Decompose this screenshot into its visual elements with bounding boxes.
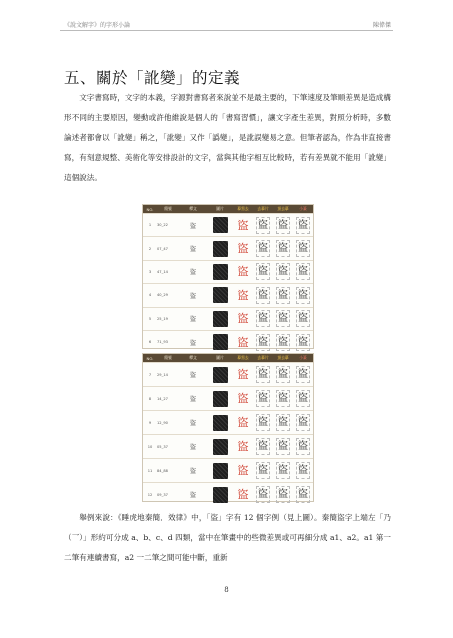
black-tracing-glyph: 盜	[256, 390, 270, 407]
variant-cell	[273, 414, 293, 431]
red-tracing-glyph: 盜	[237, 368, 249, 381]
slip-image-cell	[207, 367, 233, 383]
variant-cell	[253, 366, 273, 383]
slip-image-cell	[207, 391, 233, 407]
red-tracing-glyph: 盜	[237, 218, 249, 232]
variant-cell	[253, 263, 273, 280]
character-table-1	[142, 204, 314, 349]
table-body-1	[143, 213, 313, 353]
variant-cell	[293, 263, 313, 280]
black-tracing-glyph: 盜	[256, 414, 270, 431]
row-no: 12	[147, 492, 153, 497]
black-tracing-glyph: 盜	[276, 438, 290, 455]
black-tracing-glyph: 盜	[256, 310, 270, 327]
slip-photo	[213, 264, 228, 280]
variant-cell	[293, 287, 313, 304]
row-id: 14_27	[157, 396, 168, 401]
header-divider	[60, 30, 393, 31]
slip-image-cell	[207, 241, 233, 257]
table-row	[143, 283, 313, 306]
col-v3: 頂去摹	[277, 206, 289, 211]
col-v1: 摹寫去	[237, 355, 249, 360]
row-id: 25_19	[157, 316, 168, 321]
paragraph-example: 舉例來說：《睡虎地秦簡．效律》中，「盜」字有 12 個字例（見上圖）。秦簡盜字上端左「乃（乛）」形約可分成 a、b、c、d 四類，當中在筆畫中的些微差異或可再細分成 a1、a2。a1 第一二筆有連續書寫，a2 一二筆之間可能中斷，重新	[64, 513, 391, 562]
slip-image-cell	[207, 439, 233, 455]
slip-image-cell	[207, 217, 233, 233]
black-tracing-glyph: 盜	[256, 462, 270, 479]
row-no: 9	[148, 420, 152, 425]
black-tracing-glyph: 盜	[296, 390, 310, 407]
red-tracing-glyph: 盜	[237, 440, 249, 453]
table-row	[143, 434, 313, 458]
table-row	[143, 236, 313, 259]
variant-cell	[273, 310, 293, 327]
table-header	[143, 354, 313, 362]
variant-cell	[233, 439, 253, 454]
character-table-2	[142, 353, 314, 502]
table-row	[143, 330, 313, 353]
col-v1: 摹寫去	[237, 206, 249, 211]
variant-cell	[233, 463, 253, 478]
row-shiwen: 盜	[189, 492, 196, 499]
variant-cell	[253, 334, 273, 351]
variant-cell	[293, 334, 313, 351]
variant-cell	[293, 462, 313, 479]
variant-cell	[233, 367, 253, 382]
variant-cell	[253, 462, 273, 479]
variant-cell	[233, 218, 253, 233]
row-shiwen: 盜	[189, 222, 196, 230]
black-tracing-glyph: 盜	[296, 310, 310, 327]
variant-cell	[273, 334, 293, 351]
black-tracing-glyph: 盜	[256, 217, 270, 234]
variant-cell	[253, 438, 273, 455]
black-tracing-glyph: 盜	[296, 334, 310, 351]
variant-cell	[233, 391, 253, 406]
black-tracing-glyph: 盜	[276, 334, 290, 351]
table-row	[143, 260, 313, 283]
red-tracing-glyph: 盜	[237, 488, 249, 501]
col-v2: 去摹片	[257, 206, 269, 211]
red-tracing-glyph: 盜	[237, 242, 249, 256]
table-row	[143, 386, 313, 410]
row-id: 30_22	[157, 223, 168, 228]
row-shiwen: 盜	[189, 396, 196, 403]
slip-photo	[213, 439, 228, 455]
black-tracing-glyph: 盜	[276, 310, 290, 327]
row-no: 5	[148, 316, 152, 321]
slip-photo	[213, 241, 228, 257]
variant-cell	[233, 241, 253, 256]
slip-image-cell	[207, 334, 233, 350]
variant-cell	[233, 264, 253, 279]
variant-cell	[273, 263, 293, 280]
red-tracing-glyph: 盜	[237, 312, 249, 326]
row-shiwen: 盜	[189, 339, 196, 347]
black-tracing-glyph: 盜	[256, 334, 270, 351]
variant-cell	[253, 486, 273, 503]
black-tracing-glyph: 盜	[256, 287, 270, 304]
black-tracing-glyph: 盜	[296, 486, 310, 503]
black-tracing-glyph: 盜	[296, 240, 310, 257]
row-id: 12_90	[157, 420, 168, 425]
row-shiwen: 盜	[189, 420, 196, 427]
row-no: 6	[148, 340, 152, 345]
black-tracing-glyph: 盜	[276, 414, 290, 431]
variant-cell	[273, 240, 293, 257]
black-tracing-glyph: 盜	[296, 414, 310, 431]
row-id: 40_29	[157, 293, 168, 298]
black-tracing-glyph: 盜	[276, 366, 290, 383]
row-no: 2	[148, 246, 152, 251]
variant-cell	[293, 240, 313, 257]
row-shiwen: 盜	[189, 292, 196, 300]
variant-cell	[233, 487, 253, 502]
row-shiwen: 盜	[189, 316, 196, 324]
row-shiwen: 盜	[189, 246, 196, 254]
table-header	[143, 205, 313, 213]
row-no: 1	[148, 223, 152, 228]
table-row	[143, 213, 313, 236]
slip-photo	[213, 334, 228, 350]
running-header-left: 《說文解字》的字形小論	[64, 22, 131, 29]
col-image: 圖片	[216, 206, 224, 211]
row-id: 09_37	[157, 492, 168, 497]
running-header-right: 陳偉傑	[372, 22, 391, 29]
black-tracing-glyph: 盜	[296, 462, 310, 479]
row-id: 47_14	[157, 269, 168, 274]
black-tracing-glyph: 盜	[256, 366, 270, 383]
col-v3: 頂去摹	[277, 355, 289, 360]
red-tracing-glyph: 盜	[237, 392, 249, 405]
black-tracing-glyph: 盜	[296, 287, 310, 304]
col-image: 圖片	[216, 355, 224, 360]
col-v2: 去摹片	[257, 355, 269, 360]
black-tracing-glyph: 盜	[296, 438, 310, 455]
variant-cell	[293, 438, 313, 455]
row-no: 11	[147, 468, 153, 473]
black-tracing-glyph: 盜	[276, 486, 290, 503]
row-no: 7	[148, 372, 152, 377]
row-no: 8	[148, 396, 152, 401]
black-tracing-glyph: 盜	[276, 390, 290, 407]
variant-cell	[253, 287, 273, 304]
variant-cell	[233, 288, 253, 303]
slip-photo	[213, 311, 228, 327]
variant-cell	[273, 438, 293, 455]
variant-cell	[233, 311, 253, 326]
row-shiwen: 盜	[189, 444, 196, 451]
variant-cell	[293, 217, 313, 234]
black-tracing-glyph: 盜	[276, 240, 290, 257]
variant-cell	[253, 217, 273, 234]
variant-cell	[273, 366, 293, 383]
slip-image-cell	[207, 311, 233, 327]
row-shiwen: 盜	[189, 468, 196, 475]
variant-cell	[273, 287, 293, 304]
black-tracing-glyph: 盜	[276, 287, 290, 304]
row-id: 05_37	[157, 444, 168, 449]
row-no: 3	[148, 269, 152, 274]
slip-photo	[213, 415, 228, 431]
paragraph-definition: 文字書寫時，文字的本義，字源對書寫者來說並不是最主要的，下筆速度及筆順差異是造成構形不同的主要原因，變動或許他維說是個人的「書寫習慣」，讓文字產生差異，對照分析時，多數論述者都會以「訛變」稱之，「訛變」又作「譌變」，是訛誤變易之意。但筆者認為，作為非直接書寫，有刻意規整、美術化等安排設計的文字，當與其他字相互比較時，若有差異就不能用「訛變」這個說法。	[64, 93, 391, 182]
slip-photo	[213, 217, 228, 233]
row-shiwen: 盜	[189, 372, 196, 379]
red-tracing-glyph: 盜	[237, 288, 249, 302]
col-id: 簡號	[164, 206, 172, 211]
table-row	[143, 458, 313, 482]
col-seal: 小篆	[299, 355, 307, 360]
variant-cell	[253, 240, 273, 257]
variant-cell	[253, 390, 273, 407]
row-shiwen: 盜	[189, 269, 196, 277]
col-no: NO.	[146, 355, 154, 361]
black-tracing-glyph: 盜	[276, 263, 290, 280]
black-tracing-glyph: 盜	[256, 486, 270, 503]
variant-cell	[233, 415, 253, 430]
black-tracing-glyph: 盜	[256, 438, 270, 455]
table-row	[143, 410, 313, 434]
col-shiwen: 釋文	[189, 355, 197, 360]
slip-photo	[213, 463, 228, 479]
slip-photo	[213, 287, 228, 303]
black-tracing-glyph: 盜	[296, 366, 310, 383]
slip-image-cell	[207, 287, 233, 303]
variant-cell	[293, 310, 313, 327]
red-tracing-glyph: 盜	[237, 265, 249, 279]
red-tracing-glyph: 盜	[237, 464, 249, 477]
slip-image-cell	[207, 463, 233, 479]
page-number: 8	[224, 586, 229, 594]
slip-image-cell	[207, 415, 233, 431]
variant-cell	[273, 390, 293, 407]
col-no: NO.	[146, 206, 154, 212]
black-tracing-glyph: 盜	[276, 217, 290, 234]
black-tracing-glyph: 盜	[296, 263, 310, 280]
black-tracing-glyph: 盜	[256, 240, 270, 257]
black-tracing-glyph: 盜	[296, 217, 310, 234]
row-id: 71_93	[157, 340, 168, 345]
col-id: 簡號	[164, 355, 172, 360]
variant-cell	[233, 335, 253, 350]
variant-cell	[253, 414, 273, 431]
col-shiwen: 釋文	[189, 206, 197, 211]
red-tracing-glyph: 盜	[237, 335, 249, 349]
row-no: 10	[147, 444, 153, 449]
variant-cell	[253, 310, 273, 327]
slip-photo	[213, 487, 228, 503]
row-id: 07_47	[157, 246, 168, 251]
black-tracing-glyph: 盜	[276, 462, 290, 479]
variant-cell	[293, 486, 313, 503]
col-seal: 小篆	[299, 206, 307, 211]
row-no: 4	[148, 293, 152, 298]
slip-image-cell	[207, 264, 233, 280]
table-row	[143, 482, 313, 506]
table-row	[143, 307, 313, 330]
variant-cell	[273, 486, 293, 503]
variant-cell	[273, 217, 293, 234]
variant-cell	[293, 414, 313, 431]
slip-photo	[213, 367, 228, 383]
variant-cell	[293, 366, 313, 383]
row-id: 29_14	[157, 372, 168, 377]
row-id: 84_88	[157, 468, 168, 473]
slip-photo	[213, 391, 228, 407]
black-tracing-glyph: 盜	[256, 263, 270, 280]
table-row	[143, 362, 313, 386]
variant-cell	[273, 462, 293, 479]
red-tracing-glyph: 盜	[237, 416, 249, 429]
section-title: 五、關於「訛變」的定義	[64, 69, 241, 87]
slip-image-cell	[207, 487, 233, 503]
variant-cell	[293, 390, 313, 407]
table-body-2	[143, 362, 313, 506]
